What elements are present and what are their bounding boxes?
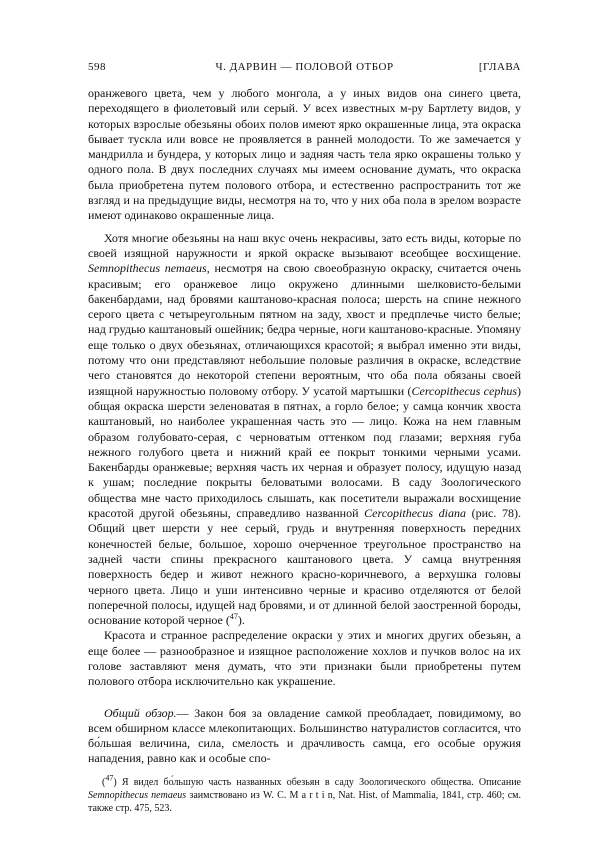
text-span: (рис. 78). Общий цвет шерсти у нее серый, грудь и внутренняя поверхность передних конечностей белые, большое, хорошо очерченное треугольное пространство на задней части спины прекрасного каштанового цвета. У самца внутренняя поверхность бедер и живот нежного красно-коричневого, а верхушка головы черного цвета. Лицо и уши интенсивно черные и красиво отделяются от белой поперечной полосы, идущей над бровями, и от длинной белой заостренной бороды, основание которой черное ( [88,506,522,628]
footnote-number: 47 [105,773,114,783]
text-span: ). [237,613,245,628]
species-name: Cercopithecus cephus [411,383,517,398]
paragraph-continued: оранжевого цвета, чем у любого монгола, а у иных видов она синего цвета, переходящего в фиолетовый или серый. У всех известных м-ру Бартлету видов, у которых взрослые обезьяны обоих полов имеют ярко окрашенные лица, эта окраска бывает тускла или вовсе не проявляется в ранней молодости. То же замечается у мандрилла и бундера, у которых лицо и задняя часть тела ярко окрашены только у одного пола. В двух последних случаях мы имеем основание думать, что окраска была приобретена путем полового отбора, и естественно распространить тот же взгляд и на предыдущие виды, несмотря на то, что у них оба пола в зрелом возрасте имеют одинаково окрашенные лица. [88,86,521,223]
text-span: Хотя многие обезьяны на наш вкус очень некрасивы, зато есть виды, которые по своей изящной наружности и яркой окраске вызывают всеобщее восхищение. [88,230,521,260]
text-span: Я видел бо́льшую часть названных обезьян в саду Зоологического общества. Описание [121,777,521,788]
chapter-label: [ГЛАВА [478,61,521,73]
species-name: Semnopithecus nemaeus [88,790,187,801]
running-title: Ч. ДАРВИН — ПОЛОВОЙ ОТБОР [215,61,394,73]
text-span: , несмотря на свою своеобразную окраску, считается очень красивым; его оранжевое лицо окружено длинными шелковисто-белыми бакенбардами, над бровями каштаново-красная полоса; шерсть на спине нежного серого цвета с четыреугольным пятном на заду, хвост и предплечье чисто белые; над грудью каштановый ошейник; бедра черные, ноги каштаново-красные. Упомяну еще только о двух обезьянах, отличающихся красотой; я выбрал именно эти виды, потому что они представляют небольшие половые различия в окраске, вследствие чего становятся до некоторой степени вероятным, что оба пола обязаны своей изящной наружностью половому отбору. У усатой мартышки ( [88,261,521,398]
footnote [88,773,521,815]
section-title: Общий обзор. [104,705,177,720]
text-span: — Закон боя за овладение самкой преобладает, повидимому, во всем обширном классе млекопитающих. Большинство натуралистов согласится, что бо́льшая величина, сила, смелость и драчливость самца, его особые оружия нападения, равно как и особые спо- [88,705,521,766]
main-text [88,86,521,767]
text-span: ) общая окраска шерсти зеленоватая в пятнах, а горло белое; у самца кончик хвоста каштановый, но наиболее украшенная часть это — лицо. Кожа на нем главным образом голубовато-серая, с черноватым оттенком под глазами; верхняя губа нежного голубого цвета и нижний край ее покрыт тонкими черными усами. Бакенбарды оранжевые; верхняя часть их черная и образует полосу, идущую назад к ушам; последние покрыты беловатыми волосами. В саду Зоологического общества мне часто приходилось слышать, как посетители выражали восхищение красотой другой обезьяны, справедливо названной [88,383,521,521]
paragraph-ornament: Красота и странное распределение окраски у этих и многих других обезьян, а еще более — разнообразное и изящное расположение хохлов и пучков волос на их голове заставляют меня думать, что эти признаки были приобретены путем полового отбора исключительно как украшение. [88,628,521,689]
paragraph-general-overview [88,706,521,767]
page-number: 598 [88,61,106,73]
footnote-ref: 47 [229,612,238,622]
footnote-text: ($^{47}$) Я видел бо́льшую часть названных обезьян в саду Зоологического общества. Описание Semnopithecus nemaeus заимствовано из W. C. M a r t i n, Nat. Hist. of Mammalia, 1841, стр. 460; см. также стр. 475, 523. [88,773,521,814]
species-name: Semnopithecus nemaeus [88,261,207,276]
paragraph-beautiful-monkeys [88,231,521,629]
species-name: Cercopithecus diana [364,506,466,521]
text-span: заимствовано из W. C. M a r t i n, Nat. Hist. of Mammalia, 1841, стр. 460; см. также стр. 475, 523. [88,790,521,814]
